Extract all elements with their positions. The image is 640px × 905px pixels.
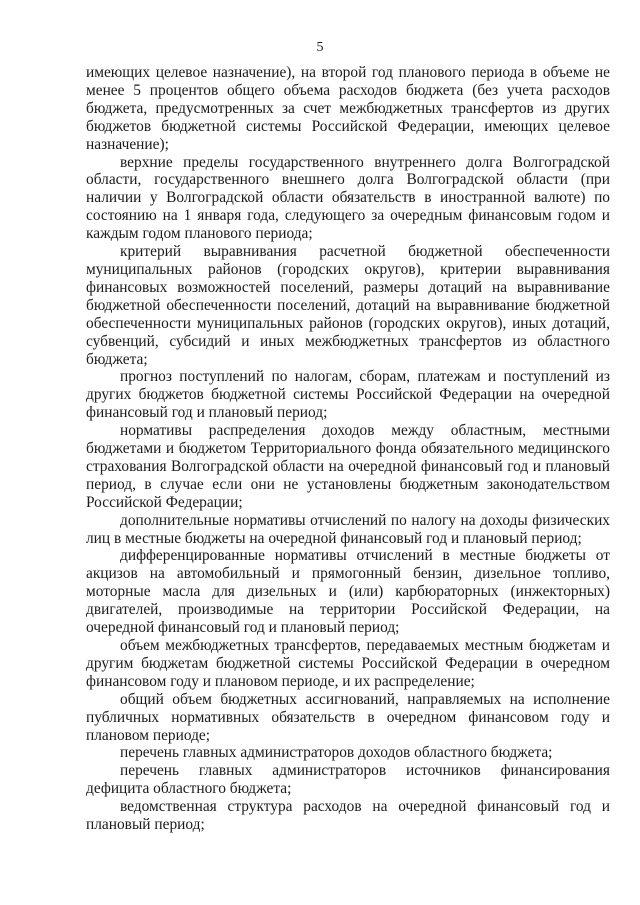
paragraph-equalization-criteria: критерий выравнивания расчетной бюджетной обеспеченности муниципальных районов (городских округов), критерии выравнивания финансовых возможностей поселений, размеры дотаций на выравнивание бюджетной обеспеченности поселений, дотаций на выравнивание бюджетной обеспеченности муниципальных районов (городских округов), иных дотаций, субвенций, субсидий и иных межбюджетных трансфертов из областного бюджета; [86,243,610,368]
paragraph-revenue-distribution: нормативы распределения доходов между областным, местными бюджетами и бюджетом Территориального фонда обязательного медицинского страхования Волгоградской области на очередной финансовый год и плановый период, в случае если они не установлены бюджетным законодательством Российской Федерации; [86,422,610,511]
document-body [86,64,610,834]
paragraph-transfers-volume: объем межбюджетных трансфертов, передаваемых местным бюджетам и другим бюджетам бюджетной системы Российской Федерации в очередном финансовом году и плановом периоде, и их распределение; [86,637,610,690]
paragraph-excise-norms: дифференцированные нормативы отчислений в местные бюджеты от акцизов на автомобильный и прямогонный бензин, дизельное топливо, моторные масла для дизельных и (или) карбюраторных (инжекторных) двигателей, производимые на территории Российской Федерации, на очередной финансовый год и плановый период; [86,547,610,637]
paragraph-continuation: имеющих целевое назначение), на второй год планового периода в объеме не менее 5 процентов общего объема расходов бюджета (без учета расходов бюджета, предусмотренных за счет межбюджетных трансфертов из других бюджетов бюджетной системы Российской Федерации, имеющих целевое назначение); [86,64,610,153]
paragraph-deficit-administrators: перечень главных администраторов источников финансирования дефицита областного бюджета; [86,762,610,798]
page-number: 5 [316,40,324,55]
paragraph-income-tax-norms: дополнительные нормативы отчислений по налогу на доходы физических лиц в местные бюджеты на очередной финансовый год и плановый период; [86,511,610,547]
paragraph-revenue-forecast: прогноз поступлений по налогам, сборам, платежам и поступлений из других бюджетов бюджетной системы Российской Федерации на очередной финансовый год и плановый период; [86,368,610,422]
paragraph-debt-limits: верхние пределы государственного внутреннего долга Волгоградской области, государственного внешнего долга Волгоградской области (при наличии у Волгоградской области обязательств в иностранной валюте) по состоянию на 1 января года, следующего за очередным финансовым годом и каждым годом планового периода; [86,153,610,243]
paragraph-revenue-administrators: перечень главных администраторов доходов областного бюджета; [120,744,553,762]
paragraph-public-obligations: общий объем бюджетных ассигнований, направляемых на исполнение публичных нормативных обязательств в очередном финансовом году и плановом периоде; [86,690,610,744]
paragraph-departmental-structure: ведомственная структура расходов на очередной финансовый год и плановый период; [86,798,610,834]
